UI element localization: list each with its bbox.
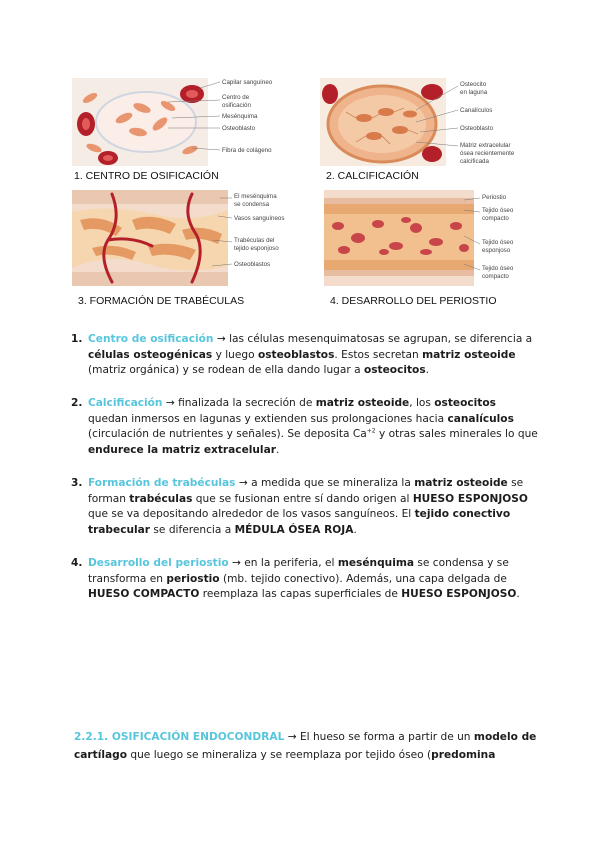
label-esponjoso-a: Tejido óseo bbox=[482, 239, 514, 246]
step-text: (matriz orgánica) y se rodean de ella dando lugar a bbox=[88, 364, 364, 377]
label-trabeculas-1: Trabéculas del bbox=[234, 237, 275, 244]
step-text: (mb. tejido conectivo). Además, una capa delgada de bbox=[219, 572, 507, 585]
superscript-charge: +2 bbox=[366, 427, 376, 435]
caption-figure-3: 3. FORMACIÓN DE TRABÉCULAS bbox=[78, 295, 245, 307]
step-text: → en la periferia, el bbox=[228, 557, 338, 570]
section-text: que luego se mineraliza y se reemplaza por tejido óseo ( bbox=[127, 749, 432, 761]
step-title: Desarrollo del periostio bbox=[88, 557, 229, 570]
label-osteoblasto-2: Osteoblasto bbox=[460, 125, 494, 132]
periostio-illustration bbox=[324, 190, 534, 290]
figure-formacion-trabeculas bbox=[72, 190, 324, 290]
step-bold: HUESO ESPONJOSO bbox=[412, 492, 528, 505]
figure-centro-osificacion bbox=[72, 78, 322, 170]
label-osteoblasto: Osteoblasto bbox=[222, 125, 256, 132]
step-title: Calcificación bbox=[88, 397, 163, 410]
step-bold: tejido conectivo trabecular bbox=[88, 508, 511, 536]
label-mesenquima: Mesénquima bbox=[222, 113, 258, 120]
step-number: 2. bbox=[71, 397, 83, 410]
label-mesenquima-condensa-1: El mesénquima bbox=[234, 193, 277, 200]
label-compacto-2a: Tejido óseo bbox=[482, 265, 514, 272]
step-bold: HUESO ESPONJOSO bbox=[401, 588, 517, 601]
figure-desarrollo-periostio bbox=[324, 190, 534, 290]
label-capilar: Capilar sanguíneo bbox=[222, 79, 273, 86]
label-osteoblastos: Osteoblastos bbox=[234, 261, 271, 268]
step-text: y otras sales minerales lo que bbox=[375, 428, 538, 441]
label-osificacion: osificación bbox=[222, 102, 251, 109]
label-osteocito: Osteocito bbox=[460, 81, 487, 88]
label-periostio: Periostio bbox=[482, 194, 507, 201]
step-title: Centro de osificación bbox=[88, 333, 214, 345]
step-text: que se va depositando alrededor de los vasos sanguíneos. El bbox=[88, 508, 415, 521]
centro-osificacion-illustration bbox=[72, 78, 322, 170]
trabeculas-illustration bbox=[72, 190, 324, 290]
label-en-laguna: en laguna bbox=[460, 89, 488, 96]
step-number: 1. bbox=[71, 333, 83, 345]
step-text: . Estos secretan bbox=[334, 348, 423, 361]
label-compacto-2b: compacto bbox=[482, 273, 509, 280]
section-text: → El hueso se forma a partir de un bbox=[284, 731, 474, 743]
label-centro: Centro de bbox=[222, 94, 250, 101]
label-compacto-1b: compacto bbox=[482, 215, 509, 222]
label-matriz-2: ósea recientemente bbox=[460, 150, 515, 157]
step-text: quedan inmersos en lagunas y extienden sus prolongaciones hacia bbox=[88, 412, 448, 425]
label-trabeculas-2: tejido esponjoso bbox=[234, 245, 279, 252]
label-mesenquima-condensa-2: se condensa bbox=[234, 201, 270, 208]
step-bold: osteoblastos bbox=[257, 348, 335, 361]
section-osificacion-endocondral bbox=[74, 728, 544, 764]
step-text: . bbox=[425, 364, 430, 377]
osificacion-steps-list bbox=[71, 332, 538, 620]
step-bold: matriz osteoide bbox=[414, 477, 508, 490]
step-bold: MÉDULA ÓSEA ROJA bbox=[234, 523, 354, 536]
step-bold: matriz osteoide bbox=[315, 397, 410, 410]
section-bold: predomina bbox=[431, 749, 496, 761]
caption-figure-4: 4. DESARROLLO DEL PERIOSTIO bbox=[330, 295, 497, 307]
step-bold: periostio bbox=[166, 572, 220, 585]
step-text: reemplaza las capas superficiales de bbox=[199, 588, 402, 601]
label-canaliculos: Canalículos bbox=[460, 107, 493, 114]
step-text: se diferencia a bbox=[150, 523, 235, 536]
figure-calcificacion bbox=[320, 78, 530, 170]
step-bold: canalículos bbox=[447, 412, 514, 425]
label-matriz-1: Matriz extracelular bbox=[460, 142, 511, 149]
step-bold: osteocitos bbox=[434, 397, 496, 410]
step-text: , los bbox=[409, 397, 435, 410]
step-bold: células osteogénicas bbox=[88, 348, 213, 361]
step-1 bbox=[71, 332, 538, 379]
step-bold: osteocitos bbox=[363, 364, 426, 377]
calcificacion-illustration bbox=[320, 78, 530, 170]
label-esponjoso-b: esponjoso bbox=[482, 247, 511, 254]
step-bold: HUESO COMPACTO bbox=[88, 588, 200, 601]
step-text: . bbox=[353, 523, 357, 536]
label-matriz-3: calcificada bbox=[460, 158, 489, 165]
label-vasos: Vasos sanguíneos bbox=[234, 215, 285, 222]
step-bold: trabéculas bbox=[129, 492, 193, 505]
section-bold: modelo de cartílago bbox=[74, 731, 537, 761]
caption-figure-2: 2. CALCIFICACIÓN bbox=[326, 170, 419, 182]
section-heading: 2.2.1. OSIFICACIÓN ENDOCONDRAL bbox=[74, 731, 285, 743]
step-text: (circulación de nutrientes y señales). Se deposita Ca bbox=[88, 428, 367, 441]
step-text: y luego bbox=[212, 348, 258, 361]
step-number: 4. bbox=[71, 557, 83, 570]
step-bold: matriz osteoide bbox=[422, 348, 516, 361]
label-compacto-1a: Tejido óseo bbox=[482, 207, 514, 214]
step-title: Formación de trabéculas bbox=[88, 477, 236, 490]
step-4 bbox=[71, 556, 538, 603]
step-text: → a medida que se mineraliza la bbox=[235, 477, 415, 490]
step-text: que se fusionan entre sí dando origen al bbox=[192, 492, 413, 505]
step-bold: endurece la matriz extracelular bbox=[88, 444, 276, 457]
step-text: . bbox=[516, 588, 520, 601]
step-text: → finalizada la secreción de bbox=[162, 397, 316, 410]
step-text: se condensa y se transforma en bbox=[88, 557, 509, 585]
label-fibra: Fibra de colágeno bbox=[222, 147, 272, 154]
step-3 bbox=[71, 476, 538, 538]
step-2 bbox=[71, 396, 538, 458]
step-text: . bbox=[275, 444, 280, 457]
step-text: se forman bbox=[88, 477, 524, 505]
step-number: 3. bbox=[71, 477, 83, 490]
step-bold: mesénquima bbox=[337, 557, 415, 570]
step-text: → las células mesenquimatosas se agrupan, se diferencia a bbox=[213, 333, 533, 345]
caption-figure-1: 1. CENTRO DE OSIFICACIÓN bbox=[74, 170, 219, 182]
